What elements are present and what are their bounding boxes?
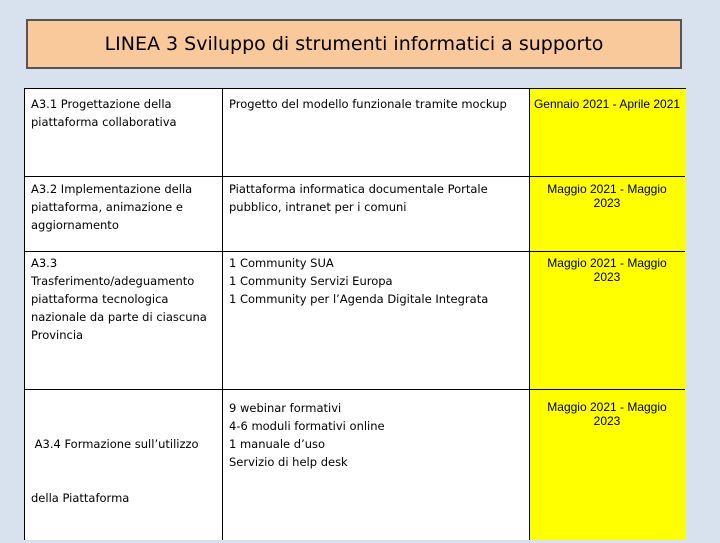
activity-cell-a3-3: A3.3 Trasferimento/adeguamento piattaforma tecnologica nazionale da parte di ciascuna Provincia	[31, 256, 207, 342]
title-banner	[26, 19, 682, 69]
activity-table	[24, 88, 686, 540]
row-divider	[25, 176, 685, 177]
row-divider	[25, 389, 685, 390]
output-cell-a3-4: 9 webinar formativi 4-6 moduli formativi online 1 manuale d’uso Servizio di help desk	[229, 401, 385, 469]
output-cell-a3-3: 1 Community SUA 1 Community Servizi Europa 1 Community per l’Agenda Digitale Integrata	[229, 256, 489, 306]
activity-cell-a3-1: A3.1 Progettazione della piattaforma collaborativa	[31, 97, 177, 129]
period-cell-a3-3: Maggio 2021 - Maggio 2023	[547, 256, 667, 284]
page-title: LINEA 3 Sviluppo di strumenti informatici a supporto	[104, 33, 604, 55]
period-cell-a3-1: Gennaio 2021 - Aprile 2021	[533, 97, 681, 111]
period-cell-a3-4: Maggio 2021 - Maggio 2023	[547, 400, 667, 428]
output-cell-a3-2: Piattaforma informatica documentale Portale pubblico, intranet per i comuni	[229, 182, 488, 214]
column-divider	[529, 89, 530, 540]
row-divider	[25, 251, 685, 252]
activity-cell-a3-4: A3.4 Formazione sull’utilizzo della Piattaforma	[31, 437, 199, 505]
period-column	[529, 89, 686, 540]
activity-cell-a3-2: A3.2 Implementazione della piattaforma, animazione e aggiornamento	[31, 182, 193, 232]
output-cell-a3-1: Progetto del modello funzionale tramite mockup	[229, 97, 507, 111]
period-cell-a3-2: Maggio 2021 - Maggio 2023	[547, 182, 667, 210]
column-divider	[222, 89, 223, 540]
